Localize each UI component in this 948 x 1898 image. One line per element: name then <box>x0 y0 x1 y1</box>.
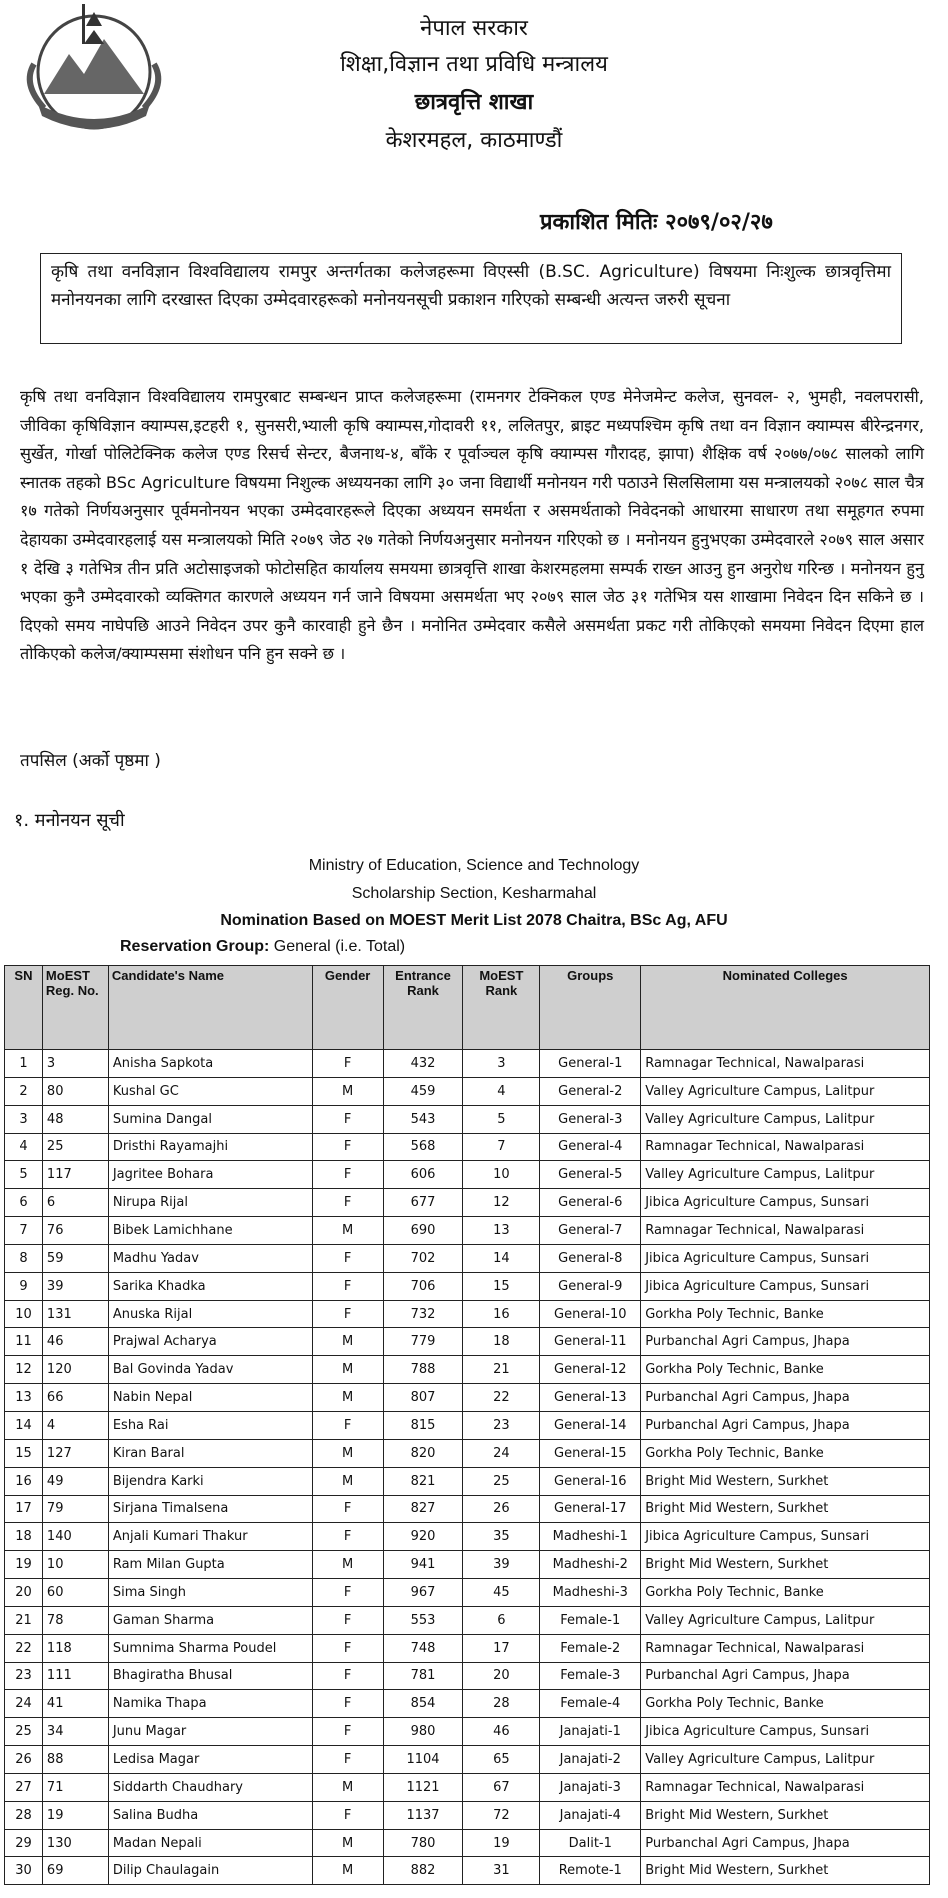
table-row <box>5 1411 930 1439</box>
cell-sn: 8 <box>5 1244 43 1272</box>
cell-gender: F <box>312 1718 383 1746</box>
cell-gender: F <box>312 1161 383 1189</box>
cell-sn: 11 <box>5 1328 43 1356</box>
cell-moest-rank: 20 <box>463 1662 540 1690</box>
cell-college: Bright Mid Western, Surkhet <box>641 1495 930 1523</box>
table-row <box>5 1217 930 1245</box>
cell-moest-rank: 25 <box>463 1467 540 1495</box>
list-title: १. मनोनयन सूची <box>14 810 125 831</box>
cell-moest-rank: 21 <box>463 1356 540 1384</box>
ministry-en: Ministry of Education, Science and Technology <box>308 857 640 874</box>
cell-reg-no: 111 <box>42 1662 108 1690</box>
cell-group: General-16 <box>540 1467 641 1495</box>
cell-entrance-rank: 854 <box>383 1690 463 1718</box>
cell-sn: 3 <box>5 1105 43 1133</box>
cell-entrance-rank: 780 <box>383 1829 463 1857</box>
table-row <box>5 1467 930 1495</box>
cell-gender: M <box>312 1356 383 1384</box>
cell-college: Valley Agriculture Campus, Lalitpur <box>641 1077 930 1105</box>
cell-reg-no: 59 <box>42 1244 108 1272</box>
cell-entrance-rank: 1104 <box>383 1746 463 1774</box>
table-row <box>5 1662 930 1690</box>
cell-moest-rank: 4 <box>463 1077 540 1105</box>
table-row <box>5 1161 930 1189</box>
ministry-line: शिक्षा,विज्ञान तथा प्रविधि मन्त्रालय <box>340 52 608 77</box>
cell-sn: 30 <box>5 1857 43 1885</box>
cell-reg-no: 19 <box>42 1801 108 1829</box>
cell-sn: 12 <box>5 1356 43 1384</box>
cell-college: Purbanchal Agri Campus, Jhapa <box>641 1328 930 1356</box>
cell-gender: M <box>312 1439 383 1467</box>
notice-body: कृषि तथा वनविज्ञान विश्वविद्यालय रामपुरबाट सम्बन्धन प्राप्त कलेजहरूमा (रामनगर टेक्निकल एण्ड मेनेजमेन्ट कलेज, सुनवल- २, भुमही, नवलपरासी, जीविका कृषिविज्ञान क्याम्पस,इटहरी १, सुनसरी,भ्याली कृषि क्याम्पस,गोदावरी ११, ललितपुर, ब्राइट मध्यपश्चिम कृषि तथा वन विज्ञान क्याम्पस बीरेन्द्रनगर, सुर्खेत, गोर्खा पोलिटेक्निक कलेज एण्ड रिसर्च सेन्टर, बैजनाथ-४, बाँके र पूर्वाञ्चल कृषि क्याम्पस गौरादह, झापा) शैक्षिक वर्ष २०७७/०७८ सालको लागि स्नातक तहको BSc Agriculture विषयमा निशुल्क अध्ययनका लागि ३० जना विद्यार्थी मनोनयन गरी पठाउने सिलसिलामा यस मन्त्रालयको २०७८ साल चैत्र १७ गतेको निर्णयअनुसार पूर्वमनोनयन भएका उम्मेदवारहरूले दिएका अध्ययन समर्थता र असमर्थताको निवेदनको आधारमा साधारण तथा समूहगत रुपमा देहायका उम्मेदवारहलाई यस मन्त्रालयको मिति २०७९ जेठ २७ गतेको निर्णयअनुसार मनोनयन गरिएको छ । मनोनयन हुनुभएका उम्मेदवारले २०७९ साल असार १ देखि ३ गतेभित्र तीन प्रति अटोसाइजको फोटोसहित कार्यालय समयमा छात्रवृत्ति शाखा केशरमहलमा सम्पर्क राख्न आउनु हुन अनुरोध गरिन्छ । मनोनयन हुनु भएका कुनै उम्मेदवारको व्यक्तिगत कारणले अध्ययन गर्न जाने विषयमा असमर्थता भए २०७९ साल जेठ ३१ गतेभित्र यस शाखामा निवेदन दिन सकिने छ ।दिएको समय नाघेपछि आउने निवेदन उपर कुनै कारवाही हुने छैन । मनोनित उम्मेदवार कसैले असमर्थता प्रकट गरी तोकिएको समयमा निवेदन दिएमा हाल तोकिएको कलेज/क्याम्पसमा संशोधन पनि हुन सक्ने छ । <box>20 387 924 664</box>
cell-name: Sumnima Sharma Poudel <box>108 1634 312 1662</box>
cell-gender: F <box>312 1133 383 1161</box>
cell-reg-no: 69 <box>42 1857 108 1885</box>
cell-name: Sirjana Timalsena <box>108 1495 312 1523</box>
cell-name: Sarika Khadka <box>108 1272 312 1300</box>
cell-group: Janajati-1 <box>540 1718 641 1746</box>
cell-moest-rank: 46 <box>463 1718 540 1746</box>
cell-moest-rank: 17 <box>463 1634 540 1662</box>
table-row <box>5 1050 930 1078</box>
cell-reg-no: 140 <box>42 1523 108 1551</box>
col-colleges: Nominated Colleges <box>641 966 930 1050</box>
cell-reg-no: 79 <box>42 1495 108 1523</box>
cell-gender: F <box>312 1746 383 1774</box>
nomination-title: Nomination Based on MOEST Merit List 2078 Chaitra, BSc Ag, AFU <box>220 912 728 929</box>
cell-name: Nabin Nepal <box>108 1384 312 1412</box>
cell-sn: 28 <box>5 1801 43 1829</box>
cell-entrance-rank: 732 <box>383 1300 463 1328</box>
cell-moest-rank: 35 <box>463 1523 540 1551</box>
cell-group: General-1 <box>540 1050 641 1078</box>
cell-moest-rank: 5 <box>463 1105 540 1133</box>
cell-reg-no: 10 <box>42 1551 108 1579</box>
cell-gender: M <box>312 1077 383 1105</box>
cell-college: Jibica Agriculture Campus, Sunsari <box>641 1244 930 1272</box>
table-row <box>5 1272 930 1300</box>
cell-reg-no: 88 <box>42 1746 108 1774</box>
table-row <box>5 1606 930 1634</box>
cell-reg-no: 117 <box>42 1161 108 1189</box>
notice-box: कृषि तथा वनविज्ञान विश्वविद्यालय रामपुर अन्तर्गतका कलेजहरूमा विएस्सी (B.SC. Agriculture) विषयमा निःशुल्क छात्रवृत्तिमा मनोनयनका लागि दरखास्त दिएका उम्मेदवारहरूको मनोनयनसूची प्रकाशन गरिएको सम्बन्धी अत्यन्त जरुरी सूचना <box>40 253 902 344</box>
cell-college: Bright Mid Western, Surkhet <box>641 1801 930 1829</box>
cell-gender: F <box>312 1272 383 1300</box>
table-row <box>5 1746 930 1774</box>
table-row <box>5 1133 930 1161</box>
cell-gender: F <box>312 1411 383 1439</box>
cell-reg-no: 46 <box>42 1328 108 1356</box>
cell-college: Ramnagar Technical, Nawalparasi <box>641 1634 930 1662</box>
cell-college: Bright Mid Western, Surkhet <box>641 1551 930 1579</box>
cell-group: General-17 <box>540 1495 641 1523</box>
cell-reg-no: 71 <box>42 1773 108 1801</box>
cell-moest-rank: 12 <box>463 1189 540 1217</box>
cell-entrance-rank: 807 <box>383 1384 463 1412</box>
table-row <box>5 1579 930 1607</box>
cell-college: Jibica Agriculture Campus, Sunsari <box>641 1272 930 1300</box>
cell-entrance-rank: 779 <box>383 1328 463 1356</box>
cell-name: Bibek Lamichhane <box>108 1217 312 1245</box>
cell-entrance-rank: 967 <box>383 1579 463 1607</box>
table-row <box>5 1829 930 1857</box>
cell-college: Ramnagar Technical, Nawalparasi <box>641 1217 930 1245</box>
cell-sn: 10 <box>5 1300 43 1328</box>
cell-moest-rank: 31 <box>463 1857 540 1885</box>
cell-name: Anisha Sapkota <box>108 1050 312 1078</box>
cell-sn: 20 <box>5 1579 43 1607</box>
cell-sn: 6 <box>5 1189 43 1217</box>
col-entrance-rank: Entrance Rank <box>383 966 463 1050</box>
table-row <box>5 1356 930 1384</box>
table-row <box>5 1857 930 1885</box>
cell-college: Valley Agriculture Campus, Lalitpur <box>641 1746 930 1774</box>
cell-reg-no: 49 <box>42 1467 108 1495</box>
cell-group: Dalit-1 <box>540 1829 641 1857</box>
cell-gender: M <box>312 1467 383 1495</box>
cell-sn: 25 <box>5 1718 43 1746</box>
table-row <box>5 1384 930 1412</box>
cell-name: Prajwal Acharya <box>108 1328 312 1356</box>
cell-college: Gorkha Poly Technic, Banke <box>641 1300 930 1328</box>
cell-gender: M <box>312 1217 383 1245</box>
cell-reg-no: 34 <box>42 1718 108 1746</box>
cell-sn: 7 <box>5 1217 43 1245</box>
cell-entrance-rank: 702 <box>383 1244 463 1272</box>
cell-gender: F <box>312 1189 383 1217</box>
cell-reg-no: 60 <box>42 1579 108 1607</box>
cell-group: General-3 <box>540 1105 641 1133</box>
col-name: Candidate's Name <box>108 966 312 1050</box>
published-date: प्रकाशित मितिः २०७९/०२/२७ <box>540 210 773 235</box>
cell-reg-no: 3 <box>42 1050 108 1078</box>
cell-college: Ramnagar Technical, Nawalparasi <box>641 1050 930 1078</box>
govt-line: नेपाल सरकार <box>420 16 528 41</box>
col-sn: SN <box>5 966 43 1050</box>
cell-gender: F <box>312 1300 383 1328</box>
cell-sn: 18 <box>5 1523 43 1551</box>
cell-group: General-2 <box>540 1077 641 1105</box>
reservation-value: General (i.e. Total) <box>269 938 406 955</box>
cell-moest-rank: 7 <box>463 1133 540 1161</box>
table-row <box>5 1718 930 1746</box>
cell-reg-no: 66 <box>42 1384 108 1412</box>
cell-moest-rank: 23 <box>463 1411 540 1439</box>
cell-moest-rank: 15 <box>463 1272 540 1300</box>
cell-group: General-14 <box>540 1411 641 1439</box>
cell-group: Female-3 <box>540 1662 641 1690</box>
cell-sn: 22 <box>5 1634 43 1662</box>
cell-moest-rank: 24 <box>463 1439 540 1467</box>
col-moest-rank: MoEST Rank <box>463 966 540 1050</box>
table-row <box>5 1801 930 1829</box>
cell-group: General-9 <box>540 1272 641 1300</box>
table-row <box>5 1773 930 1801</box>
cell-sn: 17 <box>5 1495 43 1523</box>
table-row <box>5 1300 930 1328</box>
cell-name: Bhagiratha Bhusal <box>108 1662 312 1690</box>
cell-entrance-rank: 706 <box>383 1272 463 1300</box>
cell-college: Gorkha Poly Technic, Banke <box>641 1690 930 1718</box>
cell-moest-rank: 22 <box>463 1384 540 1412</box>
cell-name: Jagritee Bohara <box>108 1161 312 1189</box>
cell-group: General-5 <box>540 1161 641 1189</box>
cell-college: Valley Agriculture Campus, Lalitpur <box>641 1606 930 1634</box>
cell-college: Purbanchal Agri Campus, Jhapa <box>641 1662 930 1690</box>
cell-moest-rank: 13 <box>463 1217 540 1245</box>
cell-name: Anjali Kumari Thakur <box>108 1523 312 1551</box>
cell-sn: 21 <box>5 1606 43 1634</box>
cell-sn: 4 <box>5 1133 43 1161</box>
cell-moest-rank: 26 <box>463 1495 540 1523</box>
cell-group: General-4 <box>540 1133 641 1161</box>
cell-sn: 29 <box>5 1829 43 1857</box>
cell-group: Madheshi-1 <box>540 1523 641 1551</box>
cell-entrance-rank: 606 <box>383 1161 463 1189</box>
cell-sn: 23 <box>5 1662 43 1690</box>
cell-name: Kiran Baral <box>108 1439 312 1467</box>
cell-moest-rank: 19 <box>463 1829 540 1857</box>
cell-gender: F <box>312 1523 383 1551</box>
cell-gender: F <box>312 1105 383 1133</box>
cell-college: Jibica Agriculture Campus, Sunsari <box>641 1523 930 1551</box>
cell-college: Gorkha Poly Technic, Banke <box>641 1439 930 1467</box>
table-row <box>5 1244 930 1272</box>
cell-gender: F <box>312 1606 383 1634</box>
section-line: छात्रवृत्ति शाखा <box>414 90 534 115</box>
cell-college: Gorkha Poly Technic, Banke <box>641 1579 930 1607</box>
cell-reg-no: 131 <box>42 1300 108 1328</box>
cell-moest-rank: 67 <box>463 1773 540 1801</box>
cell-name: Anuska Rijal <box>108 1300 312 1328</box>
table-row <box>5 1551 930 1579</box>
cell-reg-no: 76 <box>42 1217 108 1245</box>
cell-moest-rank: 39 <box>463 1551 540 1579</box>
cell-group: General-13 <box>540 1384 641 1412</box>
cell-group: Madheshi-3 <box>540 1579 641 1607</box>
cell-sn: 19 <box>5 1551 43 1579</box>
cell-college: Bright Mid Western, Surkhet <box>641 1467 930 1495</box>
cell-group: Janajati-2 <box>540 1746 641 1774</box>
cell-name: Salina Budha <box>108 1801 312 1829</box>
cell-sn: 27 <box>5 1773 43 1801</box>
cell-college: Purbanchal Agri Campus, Jhapa <box>641 1411 930 1439</box>
cell-gender: F <box>312 1579 383 1607</box>
cell-name: Namika Thapa <box>108 1690 312 1718</box>
cell-name: Ledisa Magar <box>108 1746 312 1774</box>
cell-sn: 15 <box>5 1439 43 1467</box>
cell-entrance-rank: 568 <box>383 1133 463 1161</box>
cell-reg-no: 80 <box>42 1077 108 1105</box>
table-row <box>5 1077 930 1105</box>
cell-name: Madhu Yadav <box>108 1244 312 1272</box>
cell-sn: 1 <box>5 1050 43 1078</box>
cell-name: Kushal GC <box>108 1077 312 1105</box>
cell-entrance-rank: 788 <box>383 1356 463 1384</box>
cell-sn: 26 <box>5 1746 43 1774</box>
cell-gender: F <box>312 1495 383 1523</box>
cell-sn: 13 <box>5 1384 43 1412</box>
cell-sn: 14 <box>5 1411 43 1439</box>
cell-sn: 9 <box>5 1272 43 1300</box>
cell-moest-rank: 14 <box>463 1244 540 1272</box>
cell-sn: 16 <box>5 1467 43 1495</box>
cell-moest-rank: 16 <box>463 1300 540 1328</box>
cell-gender: F <box>312 1662 383 1690</box>
cell-college: Valley Agriculture Campus, Lalitpur <box>641 1105 930 1133</box>
cell-college: Jibica Agriculture Campus, Sunsari <box>641 1189 930 1217</box>
cell-group: General-12 <box>540 1356 641 1384</box>
cell-gender: F <box>312 1050 383 1078</box>
cell-gender: M <box>312 1857 383 1885</box>
cell-college: Purbanchal Agri Campus, Jhapa <box>641 1829 930 1857</box>
cell-gender: M <box>312 1829 383 1857</box>
cell-sn: 5 <box>5 1161 43 1189</box>
cell-entrance-rank: 815 <box>383 1411 463 1439</box>
cell-reg-no: 120 <box>42 1356 108 1384</box>
cell-moest-rank: 28 <box>463 1690 540 1718</box>
cell-group: General-8 <box>540 1244 641 1272</box>
cell-entrance-rank: 543 <box>383 1105 463 1133</box>
table-row <box>5 1634 930 1662</box>
table-header-row <box>5 966 930 1050</box>
cell-group: General-10 <box>540 1300 641 1328</box>
cell-moest-rank: 18 <box>463 1328 540 1356</box>
cell-gender: F <box>312 1244 383 1272</box>
col-gender: Gender <box>312 966 383 1050</box>
cell-entrance-rank: 1137 <box>383 1801 463 1829</box>
section-en: Scholarship Section, Kesharmahal <box>351 885 597 902</box>
cell-reg-no: 41 <box>42 1690 108 1718</box>
cell-entrance-rank: 781 <box>383 1662 463 1690</box>
cell-name: Esha Rai <box>108 1411 312 1439</box>
cell-group: Janajati-3 <box>540 1773 641 1801</box>
cell-reg-no: 25 <box>42 1133 108 1161</box>
cell-moest-rank: 65 <box>463 1746 540 1774</box>
cell-reg-no: 127 <box>42 1439 108 1467</box>
cell-college: Gorkha Poly Technic, Banke <box>641 1356 930 1384</box>
table-row <box>5 1189 930 1217</box>
col-reg-no: MoEST Reg. No. <box>42 966 108 1050</box>
cell-sn: 2 <box>5 1077 43 1105</box>
cell-name: Siddarth Chaudhary <box>108 1773 312 1801</box>
cell-entrance-rank: 459 <box>383 1077 463 1105</box>
cell-group: General-11 <box>540 1328 641 1356</box>
cell-entrance-rank: 677 <box>383 1189 463 1217</box>
cell-gender: M <box>312 1551 383 1579</box>
cell-moest-rank: 45 <box>463 1579 540 1607</box>
annex-note: तपसिल (अर्को पृष्ठमा ) <box>20 751 161 771</box>
cell-entrance-rank: 980 <box>383 1718 463 1746</box>
cell-college: Bright Mid Western, Surkhet <box>641 1857 930 1885</box>
cell-name: Nirupa Rijal <box>108 1189 312 1217</box>
cell-entrance-rank: 553 <box>383 1606 463 1634</box>
cell-entrance-rank: 1121 <box>383 1773 463 1801</box>
cell-group: General-7 <box>540 1217 641 1245</box>
cell-name: Sumina Dangal <box>108 1105 312 1133</box>
cell-moest-rank: 3 <box>463 1050 540 1078</box>
cell-reg-no: 48 <box>42 1105 108 1133</box>
cell-moest-rank: 72 <box>463 1801 540 1829</box>
cell-group: General-6 <box>540 1189 641 1217</box>
cell-gender: F <box>312 1801 383 1829</box>
cell-group: General-15 <box>540 1439 641 1467</box>
table-row <box>5 1690 930 1718</box>
cell-name: Dristhi Rayamajhi <box>108 1133 312 1161</box>
cell-group: Female-1 <box>540 1606 641 1634</box>
cell-reg-no: 130 <box>42 1829 108 1857</box>
cell-college: Ramnagar Technical, Nawalparasi <box>641 1773 930 1801</box>
reservation-group <box>120 938 405 956</box>
cell-entrance-rank: 690 <box>383 1217 463 1245</box>
cell-gender: M <box>312 1328 383 1356</box>
table-row <box>5 1105 930 1133</box>
cell-name: Bijendra Karki <box>108 1467 312 1495</box>
col-groups: Groups <box>540 966 641 1050</box>
cell-group: Madheshi-2 <box>540 1551 641 1579</box>
cell-group: Remote-1 <box>540 1857 641 1885</box>
cell-entrance-rank: 821 <box>383 1467 463 1495</box>
cell-reg-no: 118 <box>42 1634 108 1662</box>
cell-reg-no: 78 <box>42 1606 108 1634</box>
cell-college: Valley Agriculture Campus, Lalitpur <box>641 1161 930 1189</box>
cell-reg-no: 6 <box>42 1189 108 1217</box>
cell-gender: F <box>312 1634 383 1662</box>
reservation-label: Reservation Group: <box>120 938 270 955</box>
table-row <box>5 1523 930 1551</box>
table-row <box>5 1328 930 1356</box>
cell-entrance-rank: 820 <box>383 1439 463 1467</box>
cell-name: Madan Nepali <box>108 1829 312 1857</box>
address-line: केशरमहल, काठमाण्डौं <box>385 128 563 153</box>
cell-college: Purbanchal Agri Campus, Jhapa <box>641 1384 930 1412</box>
cell-gender: F <box>312 1690 383 1718</box>
cell-group: Female-2 <box>540 1634 641 1662</box>
cell-name: Bal Govinda Yadav <box>108 1356 312 1384</box>
cell-sn: 24 <box>5 1690 43 1718</box>
cell-moest-rank: 10 <box>463 1161 540 1189</box>
cell-reg-no: 39 <box>42 1272 108 1300</box>
cell-moest-rank: 6 <box>463 1606 540 1634</box>
nomination-table <box>4 965 930 1885</box>
cell-college: Ramnagar Technical, Nawalparasi <box>641 1133 930 1161</box>
cell-college: Jibica Agriculture Campus, Sunsari <box>641 1718 930 1746</box>
cell-name: Dilip Chaulagain <box>108 1857 312 1885</box>
cell-entrance-rank: 882 <box>383 1857 463 1885</box>
cell-name: Sima Singh <box>108 1579 312 1607</box>
table-row <box>5 1439 930 1467</box>
cell-name: Gaman Sharma <box>108 1606 312 1634</box>
cell-entrance-rank: 827 <box>383 1495 463 1523</box>
cell-group: Female-4 <box>540 1690 641 1718</box>
cell-name: Junu Magar <box>108 1718 312 1746</box>
cell-gender: M <box>312 1773 383 1801</box>
cell-entrance-rank: 920 <box>383 1523 463 1551</box>
cell-gender: M <box>312 1384 383 1412</box>
cell-entrance-rank: 748 <box>383 1634 463 1662</box>
cell-entrance-rank: 432 <box>383 1050 463 1078</box>
table-row <box>5 1495 930 1523</box>
cell-name: Ram Milan Gupta <box>108 1551 312 1579</box>
cell-entrance-rank: 941 <box>383 1551 463 1579</box>
cell-reg-no: 4 <box>42 1411 108 1439</box>
cell-group: Janajati-4 <box>540 1801 641 1829</box>
